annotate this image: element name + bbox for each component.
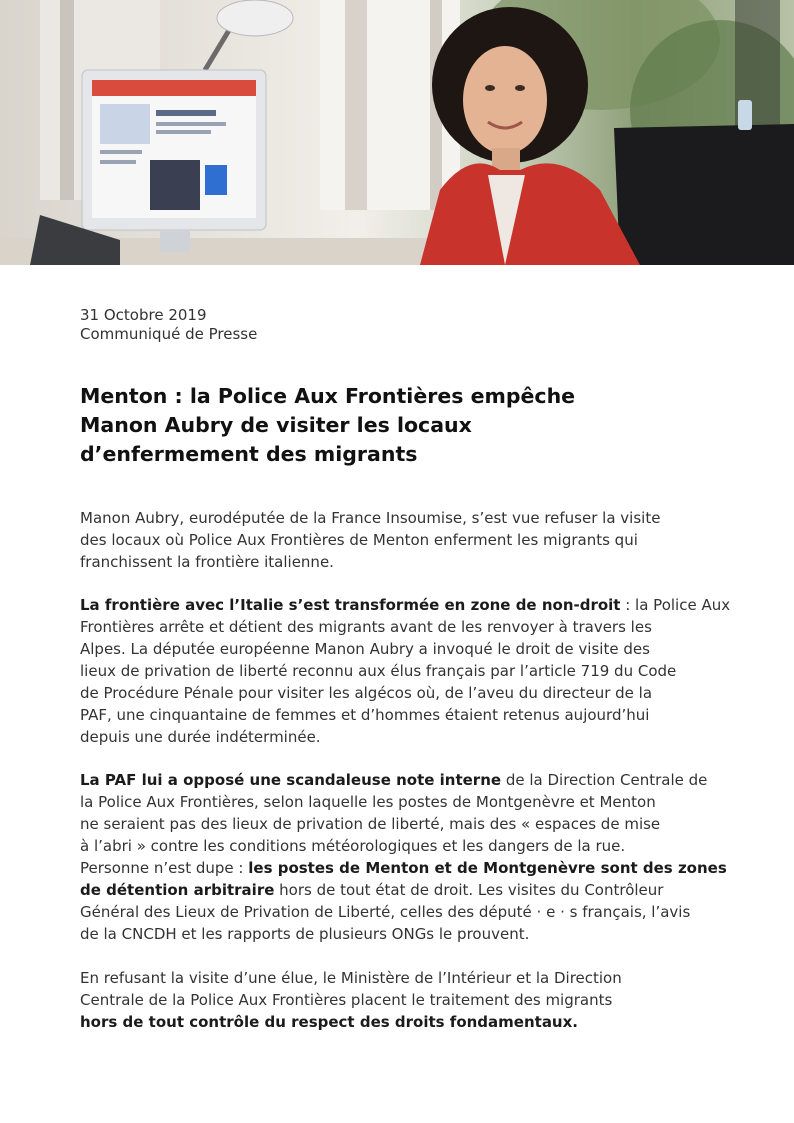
body-text: En refusant la visite d’une élue, le Ministère de l’Intérieur et la Direction [80, 969, 622, 987]
screen-sidebar [205, 165, 227, 195]
paragraph-line [80, 967, 720, 989]
window-frame [60, 0, 74, 200]
body-text: de la Direction Centrale de [501, 771, 708, 789]
body-text: depuis une durée indéterminée. [80, 728, 321, 746]
headline [80, 382, 680, 469]
body-paragraph-2 [80, 594, 731, 748]
body-text: Alpes. La députée européenne Manon Aubry a invoqué le droit de visite des [80, 640, 650, 658]
body-text: des locaux où Police Aux Frontières de Menton enferment les migrants qui [80, 531, 638, 549]
red-jacket [420, 163, 640, 265]
paragraph-line [80, 726, 720, 748]
screen-block [100, 104, 150, 144]
office-scene-illustration [0, 0, 794, 265]
body-text: hors de tout état de droit. Les visites du Contrôleur [274, 881, 664, 899]
paragraph-line [80, 682, 720, 704]
screen-header-bar [92, 80, 256, 96]
paragraph-line [80, 616, 720, 638]
body-text: la Police Aux Frontières, selon laquelle les postes de Montgenèvre et Menton [80, 793, 656, 811]
screen-video [150, 160, 200, 210]
body-text: lieux de privation de liberté reconnu aux élus français par l’article 719 du Code [80, 662, 677, 680]
paragraph-line [80, 638, 720, 660]
body-text: de la CNCDH et les rapports de plusieurs ONGs le prouvent. [80, 925, 530, 943]
document-type: Communiqué de Presse [80, 325, 258, 343]
paragraph-line [80, 879, 720, 901]
screen-text-line [156, 110, 216, 116]
paragraph-line [80, 901, 720, 923]
body-text: Personne n’est dupe : [80, 859, 249, 877]
window-frame [345, 0, 367, 210]
paragraph-line [80, 1011, 720, 1033]
emphasis-text: les postes de Menton et de Montgenèvre sont des zones [248, 859, 727, 877]
body-text: Centrale de la Police Aux Frontières placent le traitement des migrants [80, 991, 613, 1009]
water-bottle [738, 100, 752, 130]
paragraph-line [80, 660, 720, 682]
paragraph-line [80, 704, 720, 726]
paragraph-line [80, 594, 731, 616]
body-text: à l’abri » contre les conditions météorologiques et les dangers de la rue. [80, 837, 626, 855]
office-chair [614, 124, 794, 265]
paragraph-line [80, 857, 727, 879]
screen-text-line [156, 130, 211, 134]
emphasis-text: La frontière avec l’Italie s’est transformée en zone de non-droit [80, 596, 621, 614]
paragraph-line [80, 835, 720, 857]
lamp-head [217, 0, 293, 36]
document-meta [80, 306, 257, 344]
screen-text-line [100, 160, 136, 164]
paragraph-line [80, 989, 720, 1011]
eye [515, 85, 525, 91]
paragraph-line [80, 813, 720, 835]
paragraph-line [80, 769, 720, 791]
body-text: de Procédure Pénale pour visiter les algécos où, de l’aveu du directeur de la [80, 684, 653, 702]
eye [485, 85, 495, 91]
emphasis-text: hors de tout contrôle du respect des droits fondamentaux. [80, 1013, 578, 1031]
paragraph-line [80, 551, 720, 573]
paragraph-line [80, 791, 720, 813]
screen-text-line [156, 122, 226, 126]
body-text: Frontières arrête et détient des migrants avant de les renvoyer à travers les [80, 618, 652, 636]
paragraph-line [80, 529, 720, 551]
body-paragraph-4 [80, 967, 720, 1033]
paragraph-line [80, 923, 720, 945]
body-text: Manon Aubry, eurodéputée de la France Insoumise, s’est vue refuser la visite [80, 509, 661, 527]
body-paragraph-1 [80, 507, 720, 573]
emphasis-text: La PAF lui a opposé une scandaleuse note interne [80, 771, 502, 789]
body-text: franchissent la frontière italienne. [80, 553, 334, 571]
body-text: : la Police Aux [620, 596, 731, 614]
body-text: PAF, une cinquantaine de femmes et d’hommes étaient retenus aujourd’hui [80, 706, 650, 724]
screen-text-line [100, 150, 142, 154]
headline-line: Manon Aubry de visiter les locaux [80, 413, 472, 437]
monitor-stand [160, 230, 190, 252]
emphasis-text: de détention arbitraire [80, 881, 275, 899]
body-text: ne seraient pas des lieux de privation de liberté, mais des « espaces de mise [80, 815, 661, 833]
headline-line: d’enfermement des migrants [80, 442, 418, 466]
paragraph-line [80, 507, 720, 529]
body-text: Général des Lieux de Privation de Liberté, celles des député · e · s français, l’avis [80, 903, 691, 921]
header-photo [0, 0, 794, 265]
document-date: 31 Octobre 2019 [80, 306, 207, 324]
face [463, 46, 547, 154]
body-paragraph-3 [80, 769, 727, 945]
headline-line: Menton : la Police Aux Frontières empêche [80, 384, 576, 408]
